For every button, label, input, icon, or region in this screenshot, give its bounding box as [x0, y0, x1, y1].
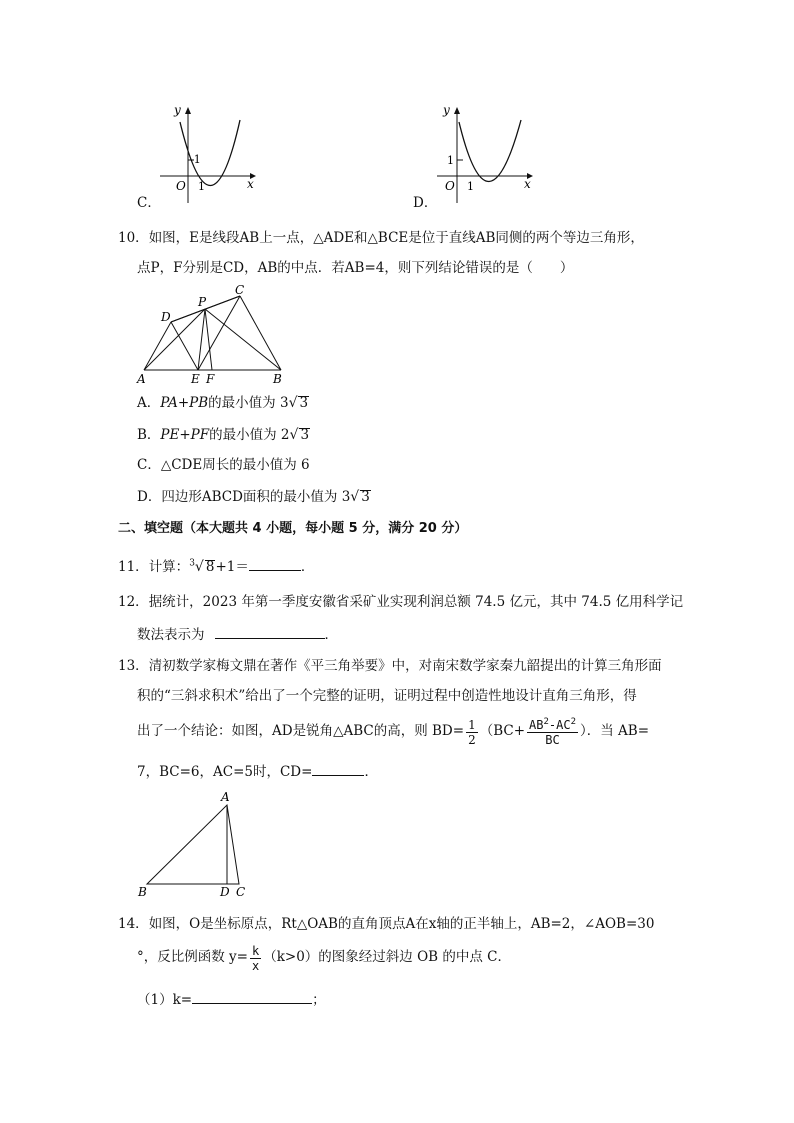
q10-option-b: B．PE+PF的最小值为 2√ 3: [137, 427, 310, 443]
svg-text:E: E: [191, 372, 200, 386]
q11-answer-blank[interactable]: [249, 558, 301, 571]
q10-line1: [118, 232, 644, 246]
q13-answer-blank[interactable]: [312, 763, 364, 776]
origin-label: O: [176, 179, 186, 193]
tick-label: 1: [447, 154, 454, 167]
q14-line2: °，反比例函数 y= $\frac{k}{x}$ （k>0）的图象经过斜边 OB 的中点 C．: [137, 943, 511, 973]
q10-figure: [135, 282, 295, 388]
tick-label: -1: [190, 153, 201, 166]
graph-d: [427, 100, 542, 210]
q13-figure: [135, 787, 255, 902]
q12-line1: 12．据统计，2023 年第一季度安徽省采矿业实现利润总额 74.5 亿元，其中 74.5 亿用科学记: [118, 594, 684, 610]
q10-option-d: D．四边形ABCD面积的最小值为 3√ 3: [137, 489, 370, 505]
svg-text:C: C: [235, 283, 245, 297]
x-label: x: [524, 177, 531, 191]
svg-text:A: A: [137, 372, 146, 386]
q13-line4: 7，BC=6，AC=5时，CD= ．: [137, 764, 378, 780]
svg-text:F: F: [206, 372, 215, 386]
graph-c-label: C．: [137, 195, 161, 211]
svg-text:P: P: [198, 295, 207, 309]
q14-frac: $\frac{k}{x}$: [251, 943, 260, 973]
svg-text:C: C: [236, 885, 246, 899]
graph-c: [150, 100, 265, 210]
q10-line2: 点P，F分别是CD，AB的中点．若AB=4，则下列结论错误的是（ ）: [137, 260, 574, 276]
y-axis-arrow: [185, 107, 191, 114]
q10-option-c: C．△CDE周长的最小值为 6: [137, 457, 310, 473]
svg-text:D: D: [220, 885, 230, 899]
q14-line1: 14．如图，O是坐标原点，Rt△OAB的直角顶点A在x轴的正半轴上，AB=2，∠AOB=30: [118, 916, 655, 932]
y-label: y: [443, 103, 450, 117]
q10-text1: 如图，E是线段AB上一点，△ADE和△BCE是位于直线AB同侧的两个等边三角形，: [148, 230, 644, 246]
parabola-d: [459, 120, 521, 182]
svg-text:D: D: [161, 310, 171, 324]
one-label: 1: [467, 180, 474, 193]
q12-answer-blank[interactable]: [215, 626, 325, 639]
section2-title: 二、填空题（本大题共 4 小题，每小题 5 分，满分 20 分）: [118, 521, 468, 536]
origin-label: O: [445, 179, 455, 193]
svg-text:B: B: [138, 885, 147, 899]
q14-sub1: （1）k= ；: [137, 992, 326, 1008]
one-label: 1: [198, 180, 205, 193]
svg-text:B: B: [273, 372, 282, 386]
x-label: x: [247, 177, 254, 191]
q13-line3: 出了一个结论：如图，AD是锐角△ABC的高，则 BD= $\frac{1}{2}$ （BC+ $\frac{AB^2-AC^2}{BC}$ ）．当 AB=: [137, 717, 650, 747]
q13-frac-main: $\frac{AB^2-AC^2}{BC}$: [529, 717, 576, 747]
graph-d-label: D．: [413, 195, 438, 211]
q13-line2: 积的“三斜求积术”给出了一个完整的证明，证明过程中创造性地设计直角三角形，得: [137, 688, 637, 704]
q12-line2: 数法表示为 ．: [137, 627, 338, 643]
q13-frac-half: $\frac{1}{2}$: [468, 717, 476, 747]
svg-text:A: A: [221, 790, 230, 804]
q14-answer-blank[interactable]: [192, 991, 312, 1004]
y-axis-arrow: [454, 107, 460, 114]
q10-number: 10．: [118, 230, 149, 246]
q13-line1: 13．清初数学家梅文鼎在著作《平三角举要》中，对南宋数学家秦九韶提出的计算三角形面: [118, 658, 662, 674]
q10-option-a: A．PA+PB的最小值为 3√ 3: [137, 395, 309, 411]
y-label: y: [174, 103, 181, 117]
q11: 11．计算：$^3$√ 8+1＝ ．: [118, 558, 315, 575]
